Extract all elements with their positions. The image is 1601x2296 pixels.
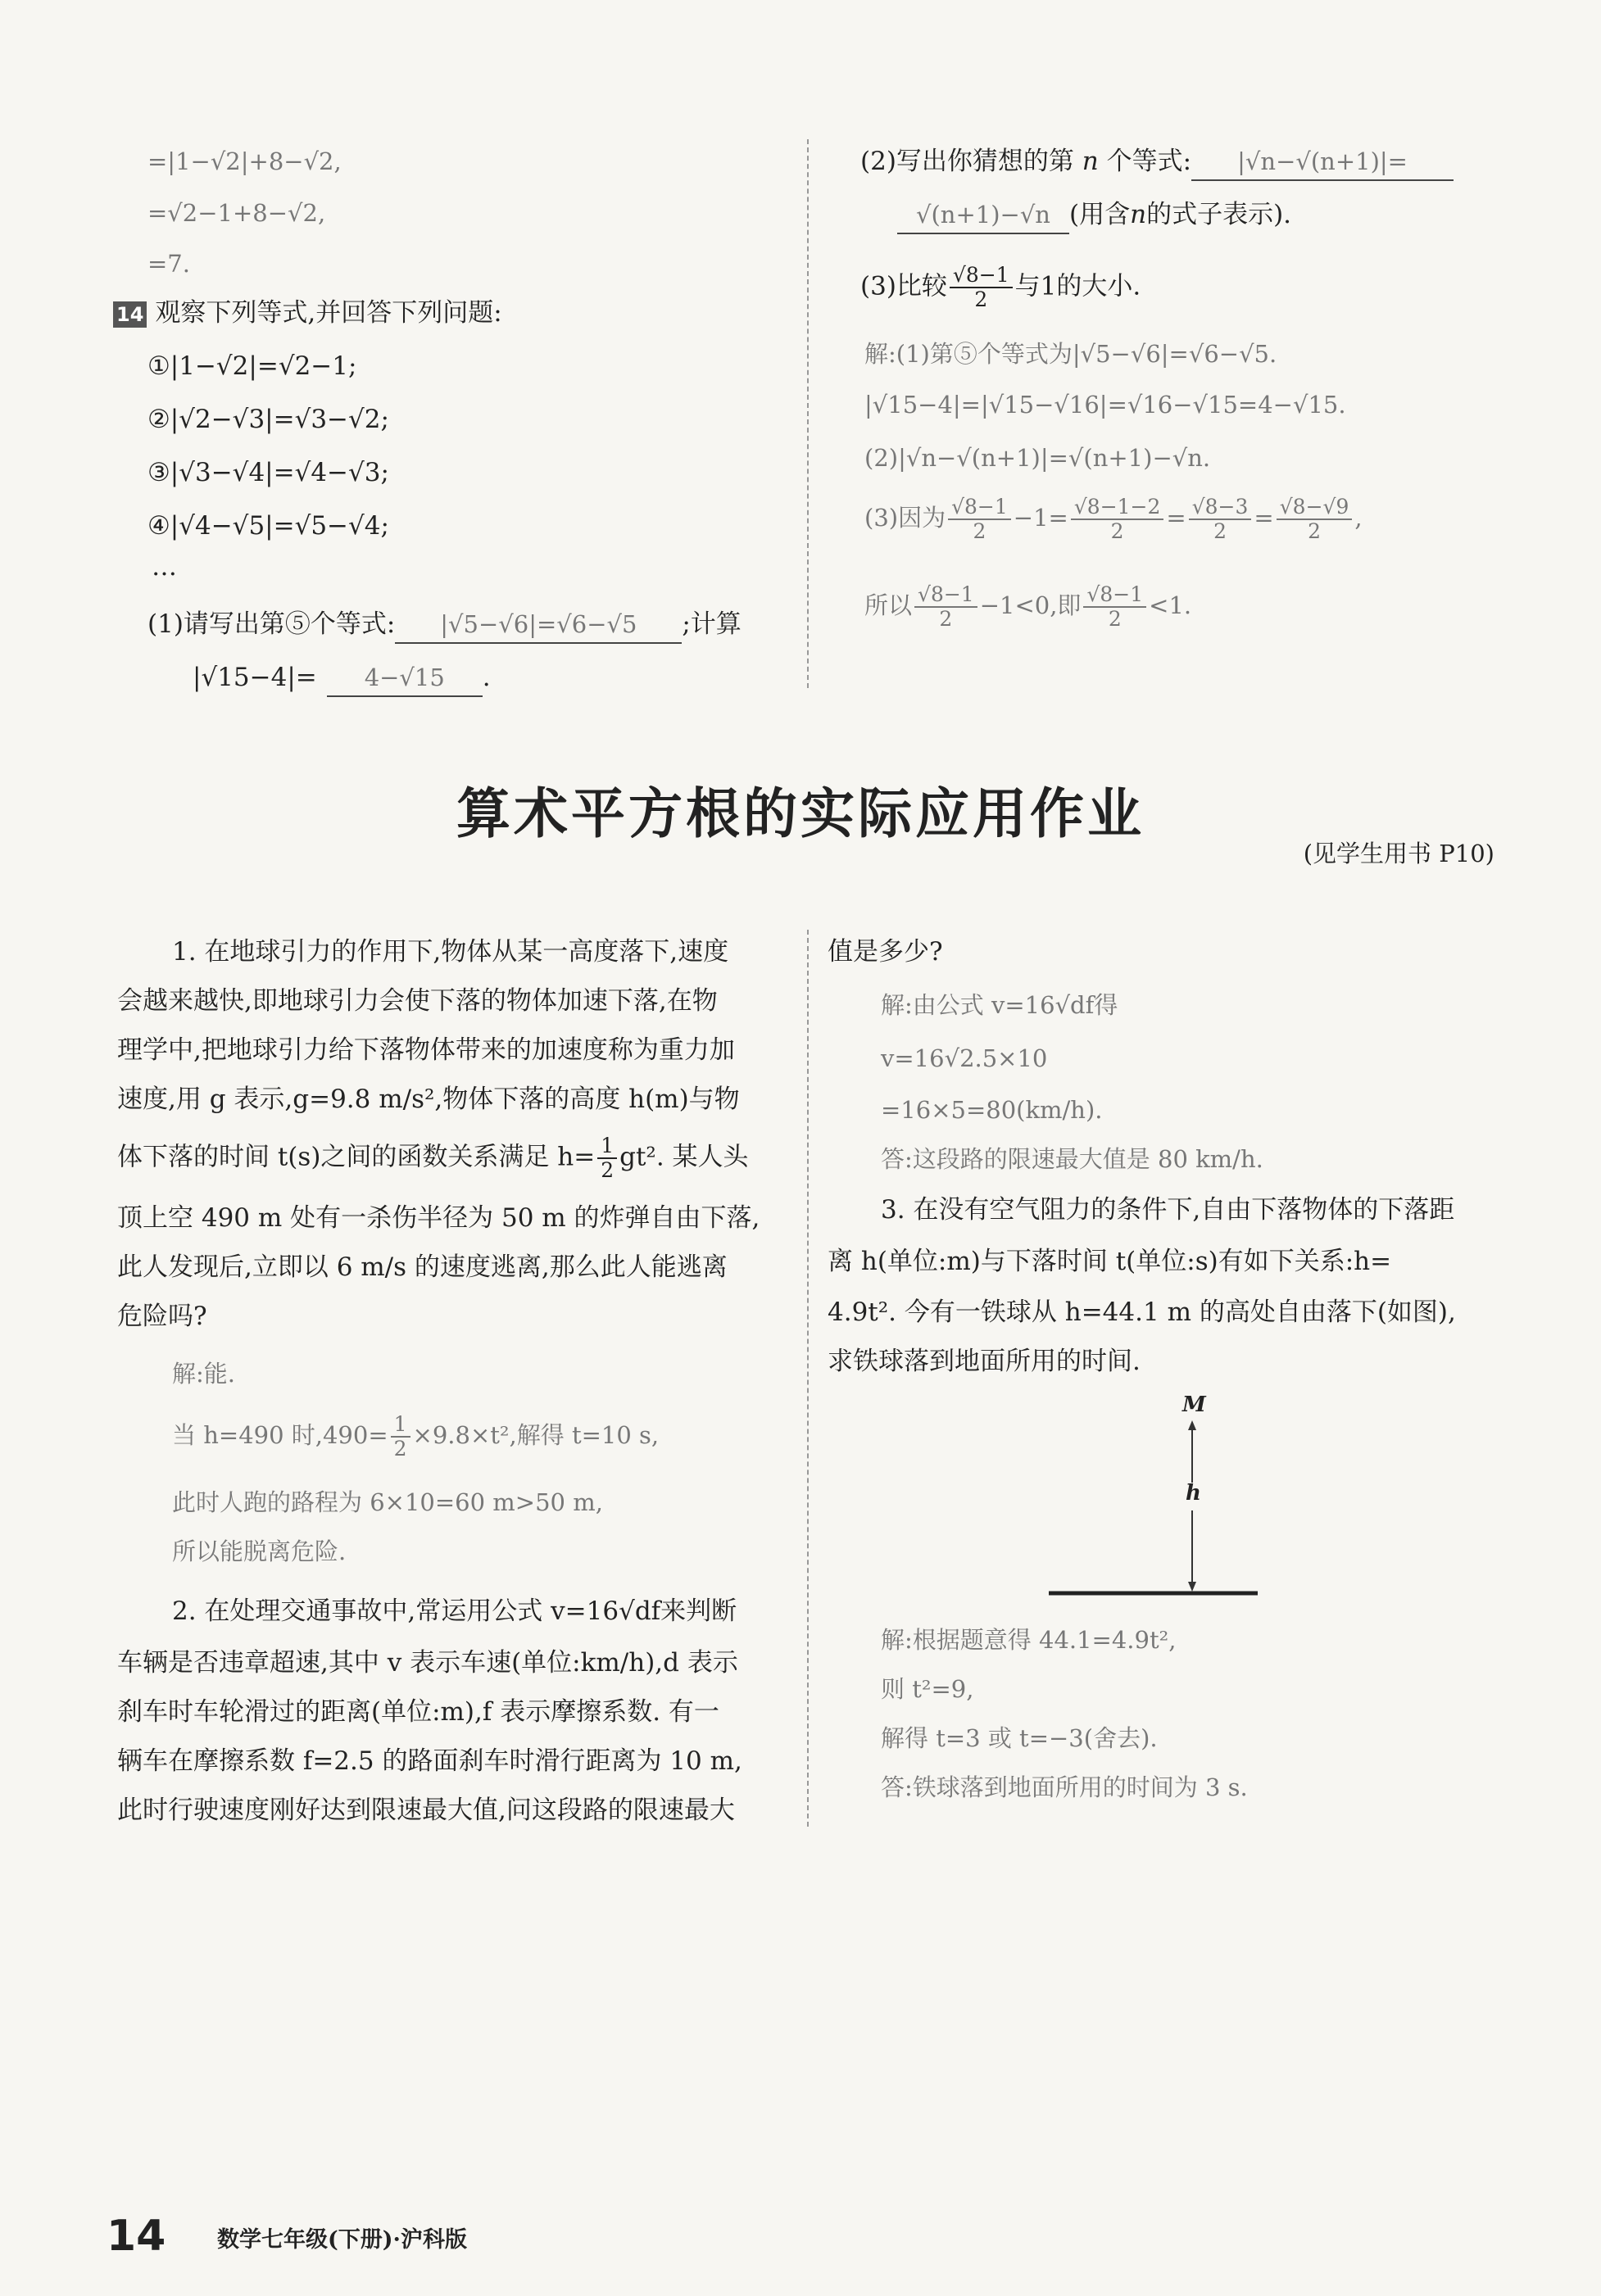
solution-text: (3)因为: [864, 504, 946, 532]
answer-blank: |√5−√6|=√6−√5: [395, 606, 682, 644]
answer-blank: 4−√15: [327, 659, 483, 697]
answer-blank: |√n−√(n+1)|=: [1191, 143, 1454, 181]
solution-text: =: [1254, 504, 1274, 532]
fraction-denominator: 2: [1110, 519, 1124, 543]
arrow-head-top: [1188, 1420, 1196, 1430]
fraction-numerator: 1: [391, 1413, 410, 1438]
textbook-reference: (见学生用书 P10): [1303, 840, 1494, 867]
column-divider: [807, 930, 809, 1827]
equation-1: ①|1−√2|=√2−1;: [147, 351, 357, 381]
question-2-line: 2. 在处理交通事故中,常运用公式 v=16√df来判断: [172, 1596, 737, 1626]
part-text: (1)请写出第⑤个等式:: [147, 609, 396, 639]
fraction-numerator: 1: [597, 1134, 617, 1159]
fraction-denominator: 2: [393, 1437, 407, 1460]
question-1-line: 此人发现后,立即以 6 m/s 的速度逃离,那么此人能逃离: [117, 1252, 728, 1282]
column-divider: [807, 139, 809, 688]
question-2-line: 辆车在摩擦系数 f=2.5 的路面刹车时滑行距离为 10 m,: [117, 1746, 742, 1776]
solution-line: =|1−√2|+8−√2,: [147, 147, 342, 175]
part-text: (用含: [1069, 200, 1131, 229]
question-text: 体下落的时间 t(s)之间的函数关系满足 h=: [117, 1142, 596, 1172]
equation-4: ④|√4−√5|=√5−√4;: [147, 511, 389, 541]
fraction: [1083, 583, 1146, 631]
question-1-line: 1. 在地球引力的作用下,物体从某一高度落下,速度: [172, 937, 729, 967]
question-1-line: 顶上空 490 m 处有一杀伤半径为 50 m 的炸弹自由下落,: [117, 1203, 760, 1233]
question-1-line: 速度,用 g 表示,g=9.8 m/s²,物体下落的高度 h(m)与物: [117, 1085, 740, 1114]
section-title: 算术平方根的实际应用作业: [456, 782, 1145, 845]
question-1-line: 理学中,把地球引力给下落物体带来的加速度称为重力加: [117, 1035, 735, 1065]
part-text: ;计算: [682, 609, 742, 639]
fraction-denominator: 2: [974, 288, 988, 311]
solution-line: =7.: [147, 250, 190, 278]
fraction-denominator: 2: [1108, 607, 1122, 631]
question-2-line: 车辆是否违章超速,其中 v 表示车速(单位:km/h),d 表示: [117, 1648, 738, 1678]
question-3-line: 3. 在没有空气阻力的条件下,自由下落物体的下落距: [881, 1195, 1455, 1225]
fraction: [1071, 496, 1164, 543]
question-3-line: 4.9t². 今有一铁球从 h=44.1 m 的高处自由落下(如图),: [828, 1297, 1456, 1327]
solution-text: <1.: [1149, 591, 1192, 619]
equation-2: ②|√2−√3|=√3−√2;: [147, 405, 389, 434]
solution-line: 所以能脱离危险.: [172, 1537, 347, 1565]
question-2-line: 值是多少?: [828, 937, 943, 967]
solution-line: v=16√2.5×10: [881, 1044, 1048, 1072]
fraction-numerator: √8−1: [1083, 583, 1146, 608]
solution-text: =: [1166, 504, 1186, 532]
fraction-numerator: √8−3: [1189, 496, 1252, 520]
fraction-denominator: 2: [1213, 519, 1227, 543]
solution-line: 解得 t=3 或 t=−3(舍去).: [881, 1724, 1158, 1752]
fraction-numerator: √8−1: [948, 496, 1011, 520]
question-3-line: 求铁球落到地面所用的时间.: [828, 1347, 1141, 1376]
fraction: [950, 264, 1013, 311]
question-2-line: 刹车时车轮滑过的距离(单位:m),f 表示摩擦系数. 有一: [117, 1697, 719, 1727]
solution-line-fractions: [864, 583, 1191, 631]
fraction: [597, 1134, 617, 1182]
question-text: 观察下列等式,并回答下列问题:: [155, 298, 502, 328]
question-1-line-formula: [117, 1134, 749, 1182]
solution-text: −1<0,即: [979, 591, 1082, 619]
solution-line: 则 t²=9,: [881, 1675, 974, 1703]
part-text: (3)比较: [860, 271, 947, 301]
answer-blank: √(n+1)−√n: [897, 197, 1069, 234]
fraction-denominator: 2: [1308, 519, 1321, 543]
fraction-denominator: 2: [939, 607, 953, 631]
solution-line: 解:能.: [172, 1360, 235, 1388]
solution-line: =16×5=80(km/h).: [881, 1096, 1103, 1124]
solution-line: |√15−4|=|√15−√16|=√16−√15=4−√15.: [864, 391, 1346, 419]
question-14-stem: [113, 295, 502, 331]
question-14-part-1: [147, 606, 742, 644]
solution-text: ,: [1354, 504, 1363, 532]
fraction-numerator: √8−1: [950, 264, 1013, 288]
height-h-label: h: [1186, 1481, 1201, 1506]
equation-3: ③|√3−√4|=√4−√3;: [147, 458, 389, 487]
fraction: [914, 583, 977, 631]
fraction: [391, 1413, 410, 1460]
part-text: 的式子表示).: [1146, 200, 1292, 229]
fraction-numerator: √8−1: [914, 583, 977, 608]
question-text: gt². 某人头: [619, 1142, 749, 1172]
question-1-line: 会越来越快,即地球引力会使下落的物体加速下落,在物: [117, 986, 718, 1016]
question-14-part-2: [860, 143, 1454, 181]
solution-line: =√2−1+8−√2,: [147, 199, 326, 227]
part-text: .: [482, 663, 491, 692]
question-2-line: 此时行驶速度刚好达到限速最大值,问这段路的限速最大: [117, 1796, 735, 1825]
question-1-line: 危险吗?: [117, 1302, 207, 1331]
part-text: (2)写出你猜想的第: [860, 147, 1074, 176]
fraction: [1189, 496, 1252, 543]
solution-line-fractions: [864, 496, 1363, 543]
question-3-line: 离 h(单位:m)与下落时间 t(单位:s)有如下关系:h=: [828, 1247, 1392, 1276]
solution-line: (2)|√n−√(n+1)|=√(n+1)−√n.: [864, 444, 1211, 472]
question-number-badge: 14: [113, 301, 147, 328]
question-14-part-3: [860, 264, 1141, 311]
question-14-part-1-calc: [193, 659, 491, 697]
solution-line: 答:这段路的限速最大值是 80 km/h.: [881, 1145, 1263, 1173]
solution-text: 所以: [864, 591, 913, 619]
page-number: 14: [107, 2212, 166, 2261]
solution-text: −1=: [1013, 504, 1068, 532]
point-m-label: M: [1182, 1393, 1206, 1417]
fraction-numerator: √8−√9: [1277, 496, 1353, 520]
ellipsis: …: [152, 552, 177, 582]
part-text: 个等式:: [1106, 147, 1192, 176]
book-title: 数学七年级(下册)·沪科版: [217, 2227, 467, 2253]
solution-line: 此时人跑的路程为 6×10=60 m>50 m,: [172, 1488, 603, 1516]
fraction-denominator: 2: [973, 519, 986, 543]
falling-ball-figure: [1049, 1393, 1270, 1605]
solution-text: ×9.8×t²,解得 t=10 s,: [412, 1421, 660, 1449]
solution-text: 当 h=490 时,490=: [172, 1421, 388, 1449]
fraction: [948, 496, 1011, 543]
solution-line: 解:根据题意得 44.1=4.9t²,: [881, 1626, 1177, 1654]
question-14-part-2-cont: [897, 197, 1291, 234]
solution-line: 解:(1)第⑤个等式为|√5−√6|=√6−√5.: [864, 340, 1277, 368]
solution-line: 答:铁球落到地面所用的时间为 3 s.: [881, 1773, 1248, 1801]
variable-n: n: [1130, 200, 1147, 229]
part-text: 与1的大小.: [1014, 271, 1141, 301]
arrow-head-bottom: [1188, 1582, 1196, 1592]
fraction: [1277, 496, 1353, 543]
height-diagram: [1049, 1393, 1270, 1605]
solution-line-fraction: [172, 1413, 659, 1460]
fraction-denominator: 2: [601, 1158, 615, 1182]
fraction-numerator: √8−1−2: [1071, 496, 1164, 520]
part-text: |√15−4|=: [193, 663, 317, 692]
variable-n: n: [1082, 147, 1099, 176]
solution-line: 解:由公式 v=16√df得: [881, 991, 1118, 1019]
